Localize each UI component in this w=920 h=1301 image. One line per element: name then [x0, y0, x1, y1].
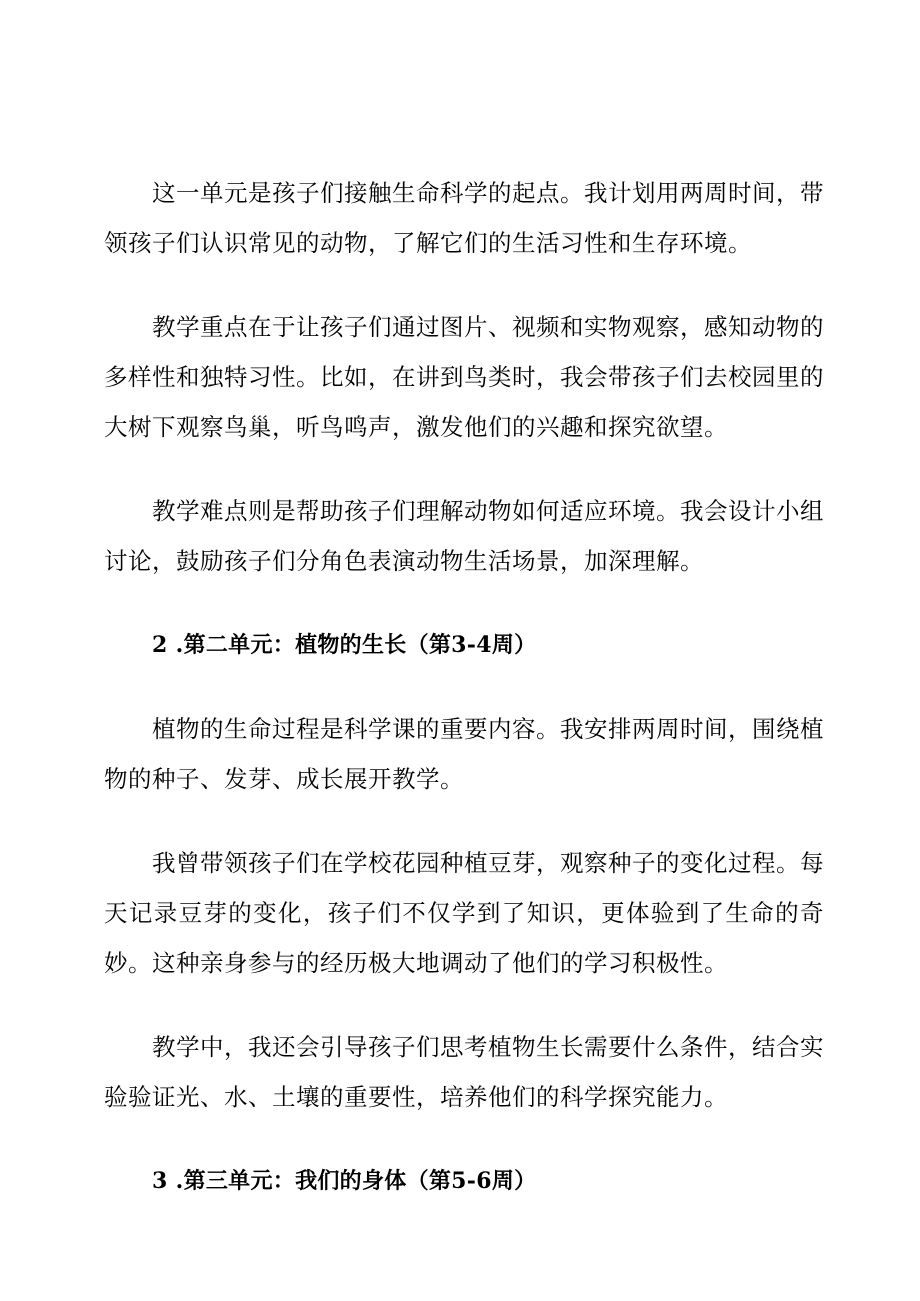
paragraph-gap — [104, 586, 824, 620]
paragraph-gap — [104, 452, 824, 486]
paragraph-gap — [104, 1122, 824, 1156]
section-title: .第二单元：植物的生长（第3-4周） — [175, 632, 537, 658]
section-title: .第三单元：我们的身体（第5-6周） — [175, 1168, 537, 1194]
section-heading-unit3 — [104, 1156, 824, 1206]
paragraph-unit2-inquiry: 教学中，我还会引导孩子们思考植物生长需要什么条件，结合实验验证光、水、土壤的重要性，培养他们的科学探究能力。 — [104, 1033, 824, 1111]
section-number: 2 — [152, 632, 168, 658]
paragraph-unit2-experience: 我曾带领孩子们在学校花园种植豆芽，观察种子的变化过程。每天记录豆芽的变化，孩子们不仅学到了知识，更体验到了生命的奇妙。这种亲身参与的经历极大地调动了他们的学习积极性。 — [104, 849, 824, 977]
document-body — [104, 168, 824, 1206]
section-number: 3 — [152, 1168, 168, 1194]
paragraph-unit1-focus: 教学重点在于让孩子们通过图片、视频和实物观察，感知动物的多样性和独特习性。比如，在讲到鸟类时，我会带孩子们去校园里的大树下观察鸟巢，听鸟鸣声，激发他们的兴趣和探究欲望。 — [104, 313, 824, 441]
paragraph-unit2-intro: 植物的生命过程是科学课的重要内容。我安排两周时间，围绕植物的种子、发芽、成长展开教学。 — [104, 715, 824, 793]
paragraph-unit1-intro: 这一单元是孩子们接触生命科学的起点。我计划用两周时间，带领孩子们认识常见的动物，了解它们的生活习性和生存环境。 — [104, 179, 824, 257]
paragraph-unit1-difficulty: 教学难点则是帮助孩子们理解动物如何适应环境。我会设计小组讨论，鼓励孩子们分角色表演动物生活场景，加深理解。 — [104, 497, 824, 575]
paragraph-gap — [104, 268, 824, 302]
paragraph-gap — [104, 670, 824, 704]
paragraph-gap — [104, 988, 824, 1022]
section-heading-unit2 — [104, 620, 824, 670]
paragraph-gap — [104, 804, 824, 838]
